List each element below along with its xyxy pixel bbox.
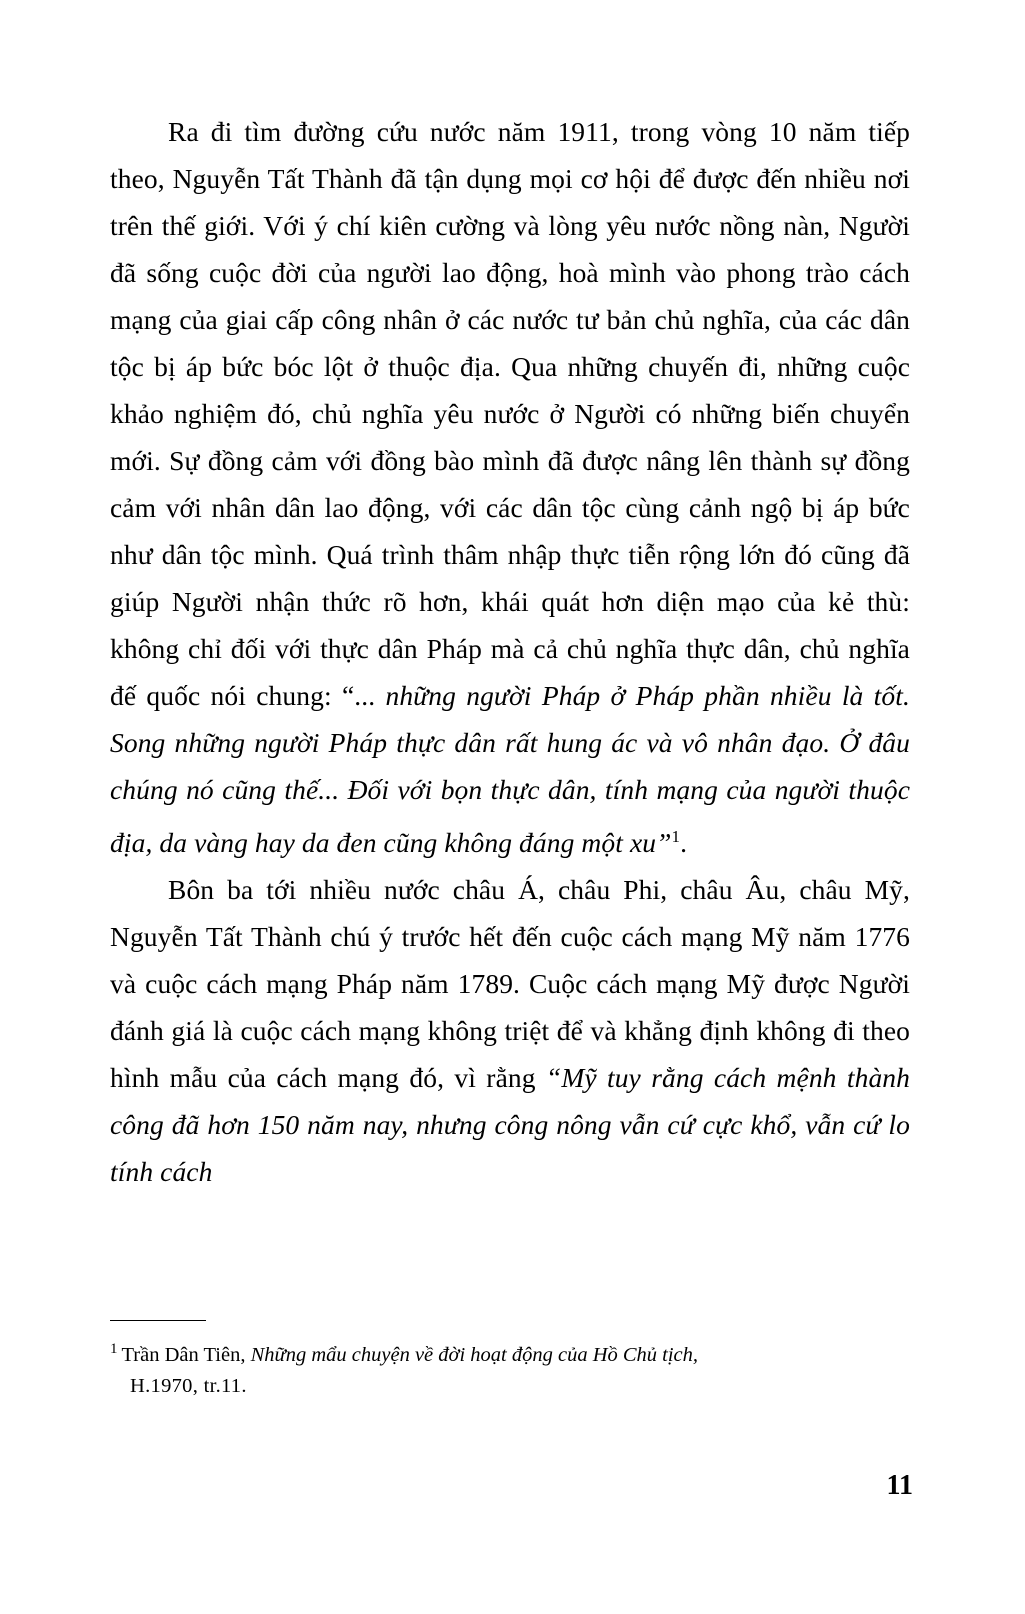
paragraph-2 xyxy=(110,866,910,1195)
footnote-entry xyxy=(110,1334,910,1402)
page-number: 11 xyxy=(886,1470,913,1501)
footnote-number: 1 xyxy=(110,1341,118,1357)
paragraph-2-text: Bôn ba tới nhiều nước châu Á, châu Phi, châu Âu, châu Mỹ, Nguyễn Tất Thành chú ý trước hết đến cuộc cách mạng Mỹ năm 1776 và cuộc cách mạng Pháp năm 1789. Cuộc cách mạng Mỹ được Người đánh giá là cuộc cách mạng không triệt để và khẳng định không đi theo hình mẫu của cách mạng đó, vì rằng xyxy=(110,874,910,1094)
body-text-column xyxy=(110,108,910,1195)
footnote-area xyxy=(110,1320,910,1402)
paragraph-2-quote: “Mỹ tuy rằng cách mệnh thành công đã hơn 150 năm nay, nhưng công nông vẫn cứ cực khổ, vẫn cứ lo tính cách xyxy=(110,1062,910,1188)
footnote-separator-rule xyxy=(110,1320,206,1321)
footnote-title: Những mẩu chuyện về đời hoạt động của Hồ Chủ tịch, xyxy=(250,1343,699,1366)
paragraph-1-tail: . xyxy=(680,827,688,859)
paragraph-1-text: Ra đi tìm đường cứu nước năm 1911, trong vòng 10 năm tiếp theo, Nguyễn Tất Thành đã tận dụng mọi cơ hội để được đến nhiều nơi trên thế giới. Với ý chí kiên cường và lòng yêu nước nồng nàn, Người đã sống cuộc đời của người lao động, hoà mình vào phong trào cách mạng của giai cấp công nhân ở các nước tư bản chủ nghĩa, của các dân tộc bị áp bức bóc lột ở thuộc địa. Qua những chuyến đi, những cuộc khảo nghiệm đó, chủ nghĩa yêu nước ở Người có những biến chuyển mới. Sự đồng cảm với đồng bào mình đã được nâng lên thành sự đồng cảm với nhân dân lao động, với các dân tộc cùng cảnh ngộ bị áp bức như dân tộc mình. Quá trình thâm nhập thực tiễn rộng lớn đó cũng đã giúp Người nhận thức rõ hơn, khái quát hơn diện mạo của kẻ thù: không chỉ đối với thực dân Pháp mà cả chủ nghĩa thực dân, chủ nghĩa đế quốc nói chung: “... xyxy=(110,116,910,711)
footnote-reference-1: 1 xyxy=(671,827,681,846)
paragraph-1-quote: những người Pháp ở Pháp phần nhiều là tốt. Song những người Pháp thực dân rất hung ác và vô nhân đạo. Ở đâu chúng nó cũng thế... Đối với bọn thực dân, tính mạng của người thuộc địa, da vàng hay da đen cũng không đáng một xu” xyxy=(110,680,910,859)
footnote-author: Trần Dân Tiên, xyxy=(121,1343,246,1366)
footnote-publication: H.1970, tr.11. xyxy=(130,1374,247,1397)
paragraph-1 xyxy=(110,108,910,866)
